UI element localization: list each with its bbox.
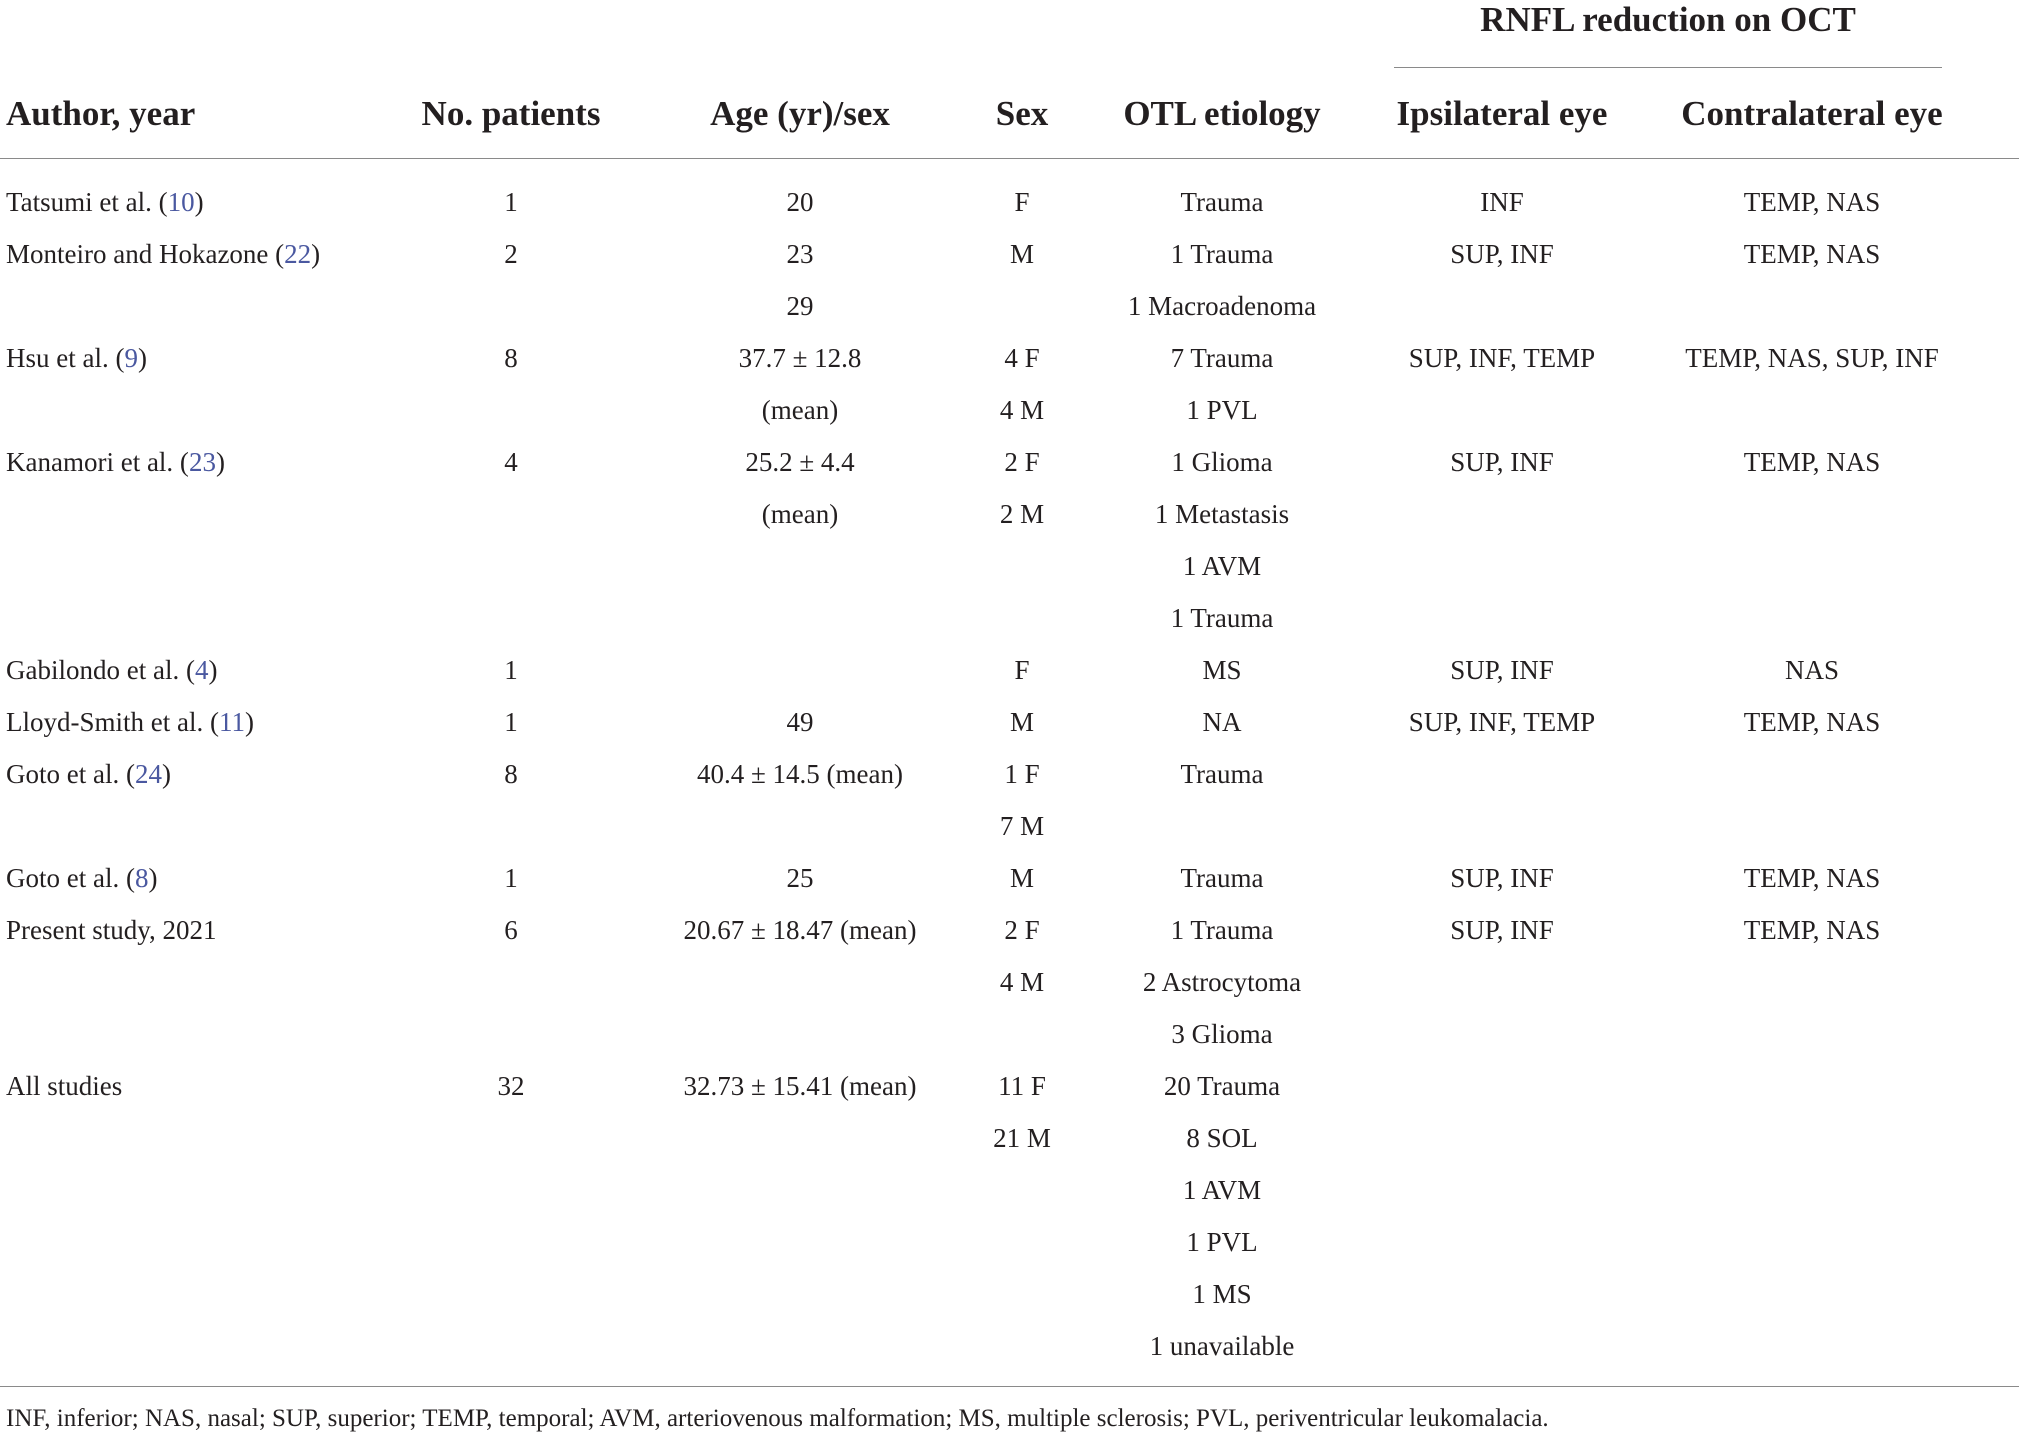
author-cell: [6, 861, 157, 895]
author-cell: [6, 757, 171, 791]
ipsilateral-cell: INF: [1480, 187, 1524, 217]
etiology-cell: 20 Trauma: [1163, 1071, 1281, 1101]
patients-cell: 8: [504, 343, 518, 373]
col-header-etiology: OTL etiology: [1123, 94, 1321, 133]
author-name: Monteiro and Hokazone (: [6, 239, 285, 269]
reference-link[interactable]: 23: [188, 447, 216, 477]
age-cell: 25.2 ± 4.4: [745, 447, 855, 477]
reference-link[interactable]: 9: [124, 343, 138, 373]
ipsilateral-cell: SUP, INF: [1450, 239, 1554, 269]
ipsilateral-cell: SUP, INF: [1450, 655, 1554, 685]
col-header-contralateral: Contralateral eye: [1681, 94, 1943, 133]
sex-cell: 11 F: [998, 1071, 1046, 1101]
col-header-patients: No. patients: [421, 94, 601, 133]
reference-close: ): [215, 447, 225, 477]
author-cell: [6, 341, 147, 375]
patients-cell: 1: [504, 863, 518, 893]
contralateral-cell: TEMP, NAS: [1743, 187, 1881, 217]
patients-cell: 1: [504, 187, 518, 217]
author-cell: [6, 445, 225, 479]
col-header-age: Age (yr)/sex: [710, 94, 890, 133]
etiology-cell: 1 AVM: [1182, 551, 1262, 581]
age-cell: (mean): [761, 499, 839, 529]
author-name: Gabilondo et al. (: [6, 655, 195, 685]
age-cell: (mean): [761, 395, 839, 425]
group-header-rnfl: RNFL reduction on OCT: [1480, 0, 1856, 39]
sex-cell: 7 M: [999, 811, 1045, 841]
patients-cell: 1: [504, 707, 518, 737]
author-name: Hsu et al. (: [6, 343, 125, 373]
etiology-cell: 1 Trauma: [1170, 239, 1274, 269]
reference-link[interactable]: 24: [134, 759, 162, 789]
age-cell: 23: [786, 239, 814, 269]
reference-close: ): [208, 655, 218, 685]
reference-close: ): [311, 239, 321, 269]
col-header-ipsilateral: Ipsilateral eye: [1396, 94, 1608, 133]
author-name: Goto et al. (: [6, 863, 135, 893]
author-cell: [6, 1069, 122, 1103]
sex-cell: 2 M: [999, 499, 1045, 529]
age-cell: 49: [786, 707, 814, 737]
author-cell: [6, 913, 217, 947]
author-cell: [6, 653, 217, 687]
header-rule: [0, 158, 2019, 159]
ipsilateral-cell: SUP, INF: [1450, 447, 1554, 477]
author-name: Lloyd-Smith et al. (: [6, 707, 219, 737]
etiology-cell: 1 Trauma: [1170, 603, 1274, 633]
contralateral-cell: TEMP, NAS: [1743, 447, 1881, 477]
patients-cell: 8: [504, 759, 518, 789]
etiology-cell: 1 Macroadenoma: [1127, 291, 1317, 321]
age-cell: 32.73 ± 15.41 (mean): [683, 1071, 917, 1101]
sex-cell: F: [1014, 655, 1030, 685]
author-name: Tatsumi et al. (: [6, 187, 168, 217]
author-name: Goto et al. (: [6, 759, 135, 789]
contralateral-cell: TEMP, NAS: [1743, 863, 1881, 893]
contralateral-cell: TEMP, NAS, SUP, INF: [1685, 343, 1939, 373]
reference-link[interactable]: 22: [284, 239, 312, 269]
sex-cell: M: [1009, 863, 1035, 893]
etiology-cell: 8 SOL: [1186, 1123, 1258, 1153]
sex-cell: 21 M: [993, 1123, 1051, 1153]
reference-close: ): [194, 187, 204, 217]
author-cell: [6, 237, 320, 271]
author-name: Present study, 2021: [6, 915, 217, 945]
col-header-author: Author, year: [6, 94, 196, 133]
author-cell: [6, 705, 254, 739]
etiology-cell: 1 Glioma: [1171, 447, 1273, 477]
reference-close: ): [137, 343, 147, 373]
etiology-cell: 1 Trauma: [1170, 915, 1274, 945]
contralateral-cell: TEMP, NAS: [1743, 915, 1881, 945]
reference-close: ): [161, 759, 171, 789]
sex-cell: 4 M: [999, 967, 1045, 997]
etiology-cell: 3 Glioma: [1171, 1019, 1273, 1049]
sex-cell: 4 F: [1004, 343, 1040, 373]
author-cell: [6, 185, 204, 219]
patients-cell: 1: [504, 655, 518, 685]
patients-cell: 6: [504, 915, 518, 945]
etiology-cell: 7 Trauma: [1170, 343, 1274, 373]
contralateral-cell: TEMP, NAS: [1743, 239, 1881, 269]
etiology-cell: 1 PVL: [1186, 1227, 1258, 1257]
etiology-cell: 1 Metastasis: [1154, 499, 1290, 529]
etiology-cell: NA: [1202, 707, 1242, 737]
ipsilateral-cell: SUP, INF, TEMP: [1408, 707, 1596, 737]
sex-cell: 4 M: [999, 395, 1045, 425]
etiology-cell: 1 unavailable: [1149, 1331, 1295, 1361]
age-cell: 20: [786, 187, 814, 217]
etiology-cell: Trauma: [1180, 863, 1264, 893]
col-header-sex: Sex: [995, 94, 1049, 133]
table-footnote: INF, inferior; NAS, nasal; SUP, superior; TEMP, temporal; AVM, arteriovenous malformation; MS, multiple sclerosis; PVL, periventricular leukomalacia.: [6, 1405, 1549, 1432]
age-cell: 40.4 ± 14.5 (mean): [696, 759, 904, 789]
ipsilateral-cell: SUP, INF: [1450, 863, 1554, 893]
author-name: All studies: [6, 1071, 123, 1101]
ipsilateral-cell: SUP, INF: [1450, 915, 1554, 945]
etiology-cell: 1 AVM: [1182, 1175, 1262, 1205]
reference-link[interactable]: 10: [167, 187, 195, 217]
sex-cell: F: [1014, 187, 1030, 217]
contralateral-cell: TEMP, NAS: [1743, 707, 1881, 737]
patients-cell: 32: [497, 1071, 525, 1101]
reference-close: ): [148, 863, 158, 893]
etiology-cell: MS: [1202, 655, 1242, 685]
patients-cell: 4: [504, 447, 518, 477]
reference-link[interactable]: 4: [194, 655, 209, 685]
ipsilateral-cell: SUP, INF, TEMP: [1408, 343, 1596, 373]
sex-cell: M: [1009, 239, 1035, 269]
reference-close: ): [244, 707, 254, 737]
sex-cell: M: [1009, 707, 1035, 737]
age-cell: 29: [786, 291, 814, 321]
etiology-cell: Trauma: [1180, 759, 1264, 789]
age-cell: 37.7 ± 12.8: [738, 343, 862, 373]
etiology-cell: 1 PVL: [1186, 395, 1258, 425]
patients-cell: 2: [504, 239, 518, 269]
etiology-cell: 1 MS: [1192, 1279, 1252, 1309]
group-header-rule: [1394, 67, 1942, 68]
reference-link[interactable]: 8: [134, 863, 149, 893]
sex-cell: 2 F: [1004, 915, 1040, 945]
age-cell: 20.67 ± 18.47 (mean): [683, 915, 917, 945]
etiology-cell: 2 Astrocytoma: [1142, 967, 1302, 997]
contralateral-cell: NAS: [1784, 655, 1840, 685]
age-cell: 25: [786, 863, 814, 893]
bottom-rule: [0, 1386, 2019, 1387]
sex-cell: 1 F: [1004, 759, 1040, 789]
etiology-cell: Trauma: [1180, 187, 1264, 217]
author-name: Kanamori et al. (: [6, 447, 189, 477]
sex-cell: 2 F: [1004, 447, 1040, 477]
reference-link[interactable]: 11: [218, 707, 245, 737]
